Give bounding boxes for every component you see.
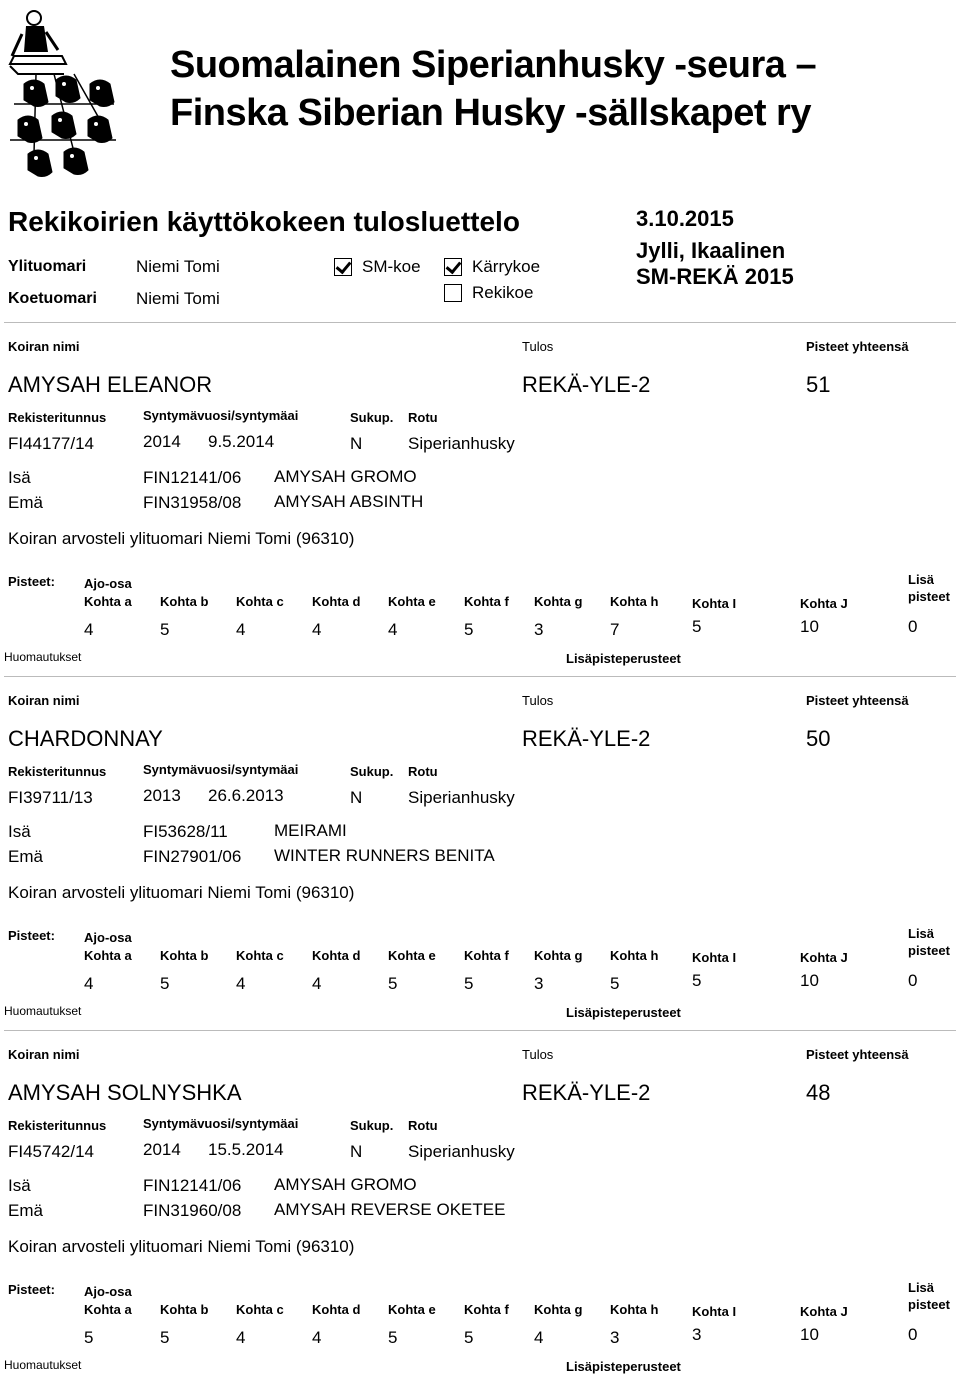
birth-date: 26.6.2013 — [208, 786, 284, 805]
score-kohta-i: 5 — [692, 617, 702, 636]
total-label: Pisteet yhteensä — [806, 693, 909, 708]
result-value: REKÄ-YLE-2 — [522, 1080, 651, 1105]
sm-koe-checkbox[interactable] — [334, 258, 352, 276]
kohta-a-label: Kohta a — [84, 1302, 132, 1317]
kohta-e-label: Kohta e — [388, 1302, 436, 1317]
score-kohta-b: 5 — [160, 1328, 170, 1347]
dam-label: Emä — [8, 1201, 43, 1220]
sex-label: Sukup. — [350, 764, 394, 779]
birth-label: Syntymävuosi/syntymäai — [143, 408, 299, 423]
score-kohta-f: 5 — [464, 1328, 474, 1347]
score-kohta-h: 7 — [610, 620, 620, 639]
birth-year: 2013 — [143, 786, 181, 805]
score-kohta-a: 5 — [84, 1328, 94, 1347]
kohta-j-label: Kohta J — [800, 950, 848, 965]
kohta-g-label: Kohta g — [534, 948, 583, 963]
score-extra-points: 0 — [908, 617, 918, 636]
kohta-f-label: Kohta f — [464, 1302, 509, 1317]
kohta-i-label: Kohta I — [692, 596, 737, 611]
dog-name-label: Koiran nimi — [8, 339, 80, 354]
dam-label: Emä — [8, 493, 43, 512]
kohta-h-label: Kohta h — [610, 948, 659, 963]
kohta-h-label: Kohta h — [610, 1302, 659, 1317]
score-kohta-i: 3 — [692, 1325, 702, 1344]
kohta-e-label: Kohta e — [388, 948, 436, 963]
reg-label: Rekisteritunnus — [8, 410, 107, 425]
score-kohta-c: 4 — [236, 1328, 246, 1347]
breed-value: Siperianhusky — [408, 1142, 515, 1161]
kohta-f-label: Kohta f — [464, 948, 509, 963]
total-points: 50 — [806, 726, 831, 751]
dog-entry-2 — [0, 676, 960, 1030]
score-kohta-e: 4 — [388, 620, 398, 639]
score-kohta-h: 3 — [610, 1328, 620, 1347]
sex-value: N — [350, 788, 363, 807]
birth-year: 2014 — [143, 1140, 181, 1159]
judge-label: Koetuomari — [8, 290, 97, 307]
score-kohta-g: 3 — [534, 974, 544, 993]
points-label: Pisteet: — [8, 574, 55, 589]
page-title: Rekikoirien käyttökokeen tulosluettelo — [8, 206, 520, 237]
score-kohta-j: 10 — [800, 971, 819, 990]
section-divider — [4, 322, 956, 323]
extra-basis-label: Lisäpisteperusteet — [566, 1005, 681, 1020]
result-label: Tulos — [522, 339, 554, 354]
sire-reg: FI53628/11 — [143, 822, 228, 841]
kohta-c-label: Kohta c — [236, 1302, 284, 1317]
reg-number: FI39711/13 — [8, 788, 93, 807]
remarks-label: Huomautukset — [4, 650, 82, 664]
kohta-a-label: Kohta a — [84, 948, 132, 963]
sire-label: Isä — [8, 468, 31, 487]
karrykoe-checkbox[interactable] — [444, 258, 462, 276]
reg-label: Rekisteritunnus — [8, 764, 107, 779]
score-kohta-d: 4 — [312, 1328, 322, 1347]
dam-name: WINTER RUNNERS BENITA — [274, 846, 495, 865]
score-kohta-c: 4 — [236, 620, 246, 639]
birth-label: Syntymävuosi/syntymäai — [143, 1116, 299, 1131]
dog-name: AMYSAH ELEANOR — [8, 372, 213, 397]
judged-by: Koiran arvosteli ylituomari Niemi Tomi (96310) — [8, 883, 355, 902]
breed-value: Siperianhusky — [408, 434, 515, 453]
score-extra-points: 0 — [908, 971, 918, 990]
remarks-label: Huomautukset — [4, 1358, 82, 1372]
org-name-fi: Suomalainen Siperianhusky -seura – — [170, 44, 817, 86]
dam-name: AMYSAH REVERSE OKETEE — [274, 1200, 506, 1219]
sex-label: Sukup. — [350, 1118, 394, 1133]
sire-label: Isä — [8, 822, 31, 841]
sire-reg: FIN12141/06 — [143, 1176, 242, 1195]
score-kohta-j: 10 — [800, 617, 819, 636]
total-label: Pisteet yhteensä — [806, 339, 909, 354]
extra-basis-label: Lisäpisteperusteet — [566, 651, 681, 666]
total-label: Pisteet yhteensä — [806, 1047, 909, 1062]
kohta-d-label: Kohta d — [312, 1302, 361, 1317]
score-kohta-i: 5 — [692, 971, 702, 990]
section-divider — [4, 676, 956, 677]
kohta-h-label: Kohta h — [610, 594, 659, 609]
kohta-e-label: Kohta e — [388, 594, 436, 609]
total-points: 48 — [806, 1080, 831, 1105]
event-date: 3.10.2015 — [636, 206, 734, 231]
score-kohta-d: 4 — [312, 620, 322, 639]
judged-by: Koiran arvosteli ylituomari Niemi Tomi (96310) — [8, 529, 355, 548]
dam-reg: FIN27901/06 — [143, 847, 242, 866]
kohta-g-label: Kohta g — [534, 1302, 583, 1317]
kohta-i-label: Kohta I — [692, 1304, 737, 1319]
result-value: REKÄ-YLE-2 — [522, 372, 651, 397]
score-kohta-g: 3 — [534, 620, 544, 639]
score-kohta-f: 5 — [464, 974, 474, 993]
judge-name: Niemi Tomi — [136, 289, 220, 308]
extra-points-label-2: pisteet — [908, 1297, 950, 1312]
sire-name: AMYSAH GROMO — [274, 467, 417, 486]
event-place: Jylli, Ikaalinen — [636, 238, 786, 263]
sex-value: N — [350, 1142, 363, 1161]
score-kohta-f: 5 — [464, 620, 474, 639]
birth-year: 2014 — [143, 432, 181, 451]
birth-label: Syntymävuosi/syntymäai — [143, 762, 299, 777]
org-name-sv: Finska Siberian Husky -sällskapet ry — [170, 92, 811, 134]
sex-label: Sukup. — [350, 410, 394, 425]
score-kohta-d: 4 — [312, 974, 322, 993]
kohta-j-label: Kohta J — [800, 1304, 848, 1319]
birth-date: 9.5.2014 — [208, 432, 275, 451]
sled-dog-logo — [4, 4, 152, 194]
result-label: Tulos — [522, 1047, 554, 1062]
dog-name-label: Koiran nimi — [8, 1047, 80, 1062]
driving-label: Ajo-osa — [84, 930, 132, 945]
breed-label: Rotu — [408, 410, 438, 425]
kohta-b-label: Kohta b — [160, 948, 209, 963]
driving-label: Ajo-osa — [84, 576, 132, 591]
extra-points-label-2: pisteet — [908, 943, 950, 958]
dam-reg: FIN31960/08 — [143, 1201, 242, 1220]
reg-label: Rekisteritunnus — [8, 1118, 107, 1133]
kohta-g-label: Kohta g — [534, 594, 583, 609]
birth-date: 15.5.2014 — [208, 1140, 284, 1159]
reg-number: FI44177/14 — [8, 434, 95, 453]
sire-name: MEIRAMI — [274, 821, 347, 840]
extra-points-label-2: pisteet — [908, 589, 950, 604]
kohta-d-label: Kohta d — [312, 594, 361, 609]
kohta-b-label: Kohta b — [160, 1302, 209, 1317]
driving-label: Ajo-osa — [84, 1284, 132, 1299]
dog-name: AMYSAH SOLNYSHKA — [8, 1080, 242, 1105]
karrykoe-label: Kärrykoe — [472, 257, 541, 276]
extra-points-label-1: Lisä — [908, 1280, 935, 1295]
rekikoe-label: Rekikoe — [472, 283, 534, 302]
dog-name: CHARDONNAY — [8, 726, 163, 751]
extra-points-label-1: Lisä — [908, 572, 935, 587]
dog-entry-1 — [0, 322, 960, 676]
score-kohta-e: 5 — [388, 974, 398, 993]
kohta-i-label: Kohta I — [692, 950, 737, 965]
chief-judge-label: Ylituomari — [8, 258, 87, 275]
kohta-b-label: Kohta b — [160, 594, 209, 609]
judged-by: Koiran arvosteli ylituomari Niemi Tomi (96310) — [8, 1237, 355, 1256]
remarks-label: Huomautukset — [4, 1004, 82, 1018]
breed-label: Rotu — [408, 764, 438, 779]
kohta-c-label: Kohta c — [236, 594, 284, 609]
sire-name: AMYSAH GROMO — [274, 1175, 417, 1194]
event-name: SM-REKÄ 2015 — [636, 264, 794, 289]
kohta-d-label: Kohta d — [312, 948, 361, 963]
score-extra-points: 0 — [908, 1325, 918, 1344]
result-value: REKÄ-YLE-2 — [522, 726, 651, 751]
score-kohta-c: 4 — [236, 974, 246, 993]
section-divider — [4, 1030, 956, 1031]
kohta-c-label: Kohta c — [236, 948, 284, 963]
score-kohta-j: 10 — [800, 1325, 819, 1344]
points-label: Pisteet: — [8, 928, 55, 943]
breed-label: Rotu — [408, 1118, 438, 1133]
score-kohta-e: 5 — [388, 1328, 398, 1347]
extra-points-label-1: Lisä — [908, 926, 935, 941]
score-kohta-b: 5 — [160, 620, 170, 639]
points-label: Pisteet: — [8, 1282, 55, 1297]
kohta-f-label: Kohta f — [464, 594, 509, 609]
dog-entry-3 — [0, 1030, 960, 1376]
score-kohta-a: 4 — [84, 974, 94, 993]
score-kohta-h: 5 — [610, 974, 620, 993]
dam-name: AMYSAH ABSINTH — [274, 492, 424, 511]
sire-label: Isä — [8, 1176, 31, 1195]
dam-reg: FIN31958/08 — [143, 493, 242, 512]
sm-koe-label: SM-koe — [362, 257, 421, 276]
dog-name-label: Koiran nimi — [8, 693, 80, 708]
score-kohta-g: 4 — [534, 1328, 544, 1347]
rekikoe-checkbox[interactable] — [444, 284, 462, 302]
result-label: Tulos — [522, 693, 554, 708]
extra-basis-label: Lisäpisteperusteet — [566, 1359, 681, 1374]
reg-number: FI45742/14 — [8, 1142, 95, 1161]
sex-value: N — [350, 434, 363, 453]
breed-value: Siperianhusky — [408, 788, 515, 807]
dam-label: Emä — [8, 847, 43, 866]
chief-judge-name: Niemi Tomi — [136, 257, 220, 276]
total-points: 51 — [806, 372, 831, 397]
score-kohta-b: 5 — [160, 974, 170, 993]
kohta-j-label: Kohta J — [800, 596, 848, 611]
sire-reg: FIN12141/06 — [143, 468, 242, 487]
kohta-a-label: Kohta a — [84, 594, 132, 609]
score-kohta-a: 4 — [84, 620, 94, 639]
